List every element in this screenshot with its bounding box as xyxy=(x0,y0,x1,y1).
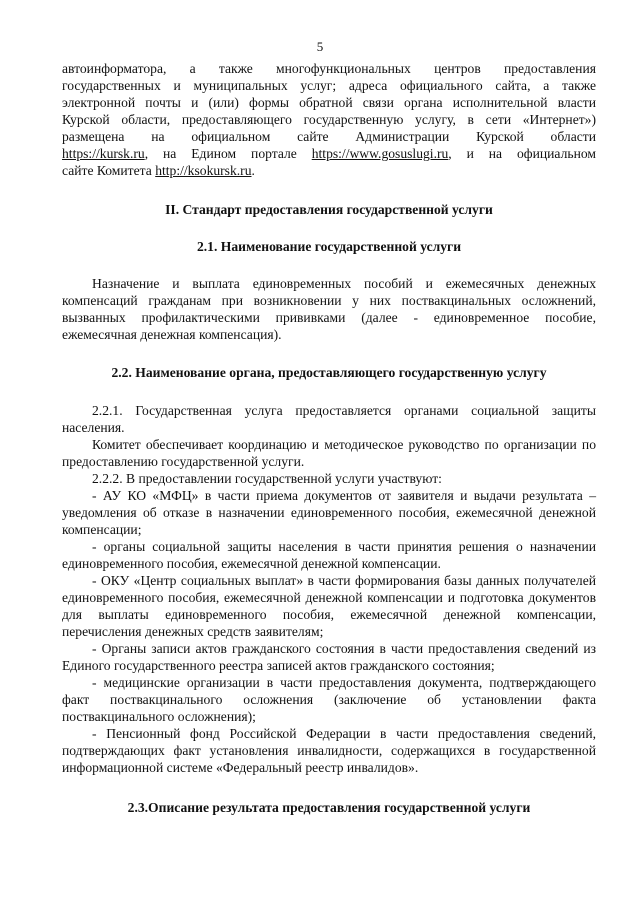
section-2-2-title: 2.2. Наименование органа, предоставляющего государственную услугу xyxy=(111,365,547,380)
intro-text-after-3: . xyxy=(251,163,255,178)
intro-line-3: электронной почты и (или) формы обратной связи органа исполнительной власти xyxy=(62,95,596,110)
intro-line-4: Курской области, предоставляющего государственную услугу, в сети «Интернет») xyxy=(62,112,596,127)
section-2-1-title: 2.1. Наименование государственной услуги xyxy=(196,239,462,254)
intro-line-2: государственных и муниципальных услуг; адреса официального сайта, а также xyxy=(62,78,596,93)
list-item: - ОКУ «Центр социальных выплат» в части формирования базы данных получателей единовременного пособия, ежемесячной денежной компенсации и подготовка документов для выплаты единовременного пособия, ежемесячной денежной компенсации, перечисления денежных средств заявителям; xyxy=(62,573,596,639)
link-gosuslugi[interactable]: https://www.gosuslugi.ru xyxy=(311,146,449,161)
intro-text-between-2: , и на официальном xyxy=(448,146,596,161)
section-2-1-body: Назначение и выплата единовременных пособий и ежемесячных денежных компенсаций гражданам при возникновении у них поствакцинальных осложнений, вызванных профилактическими прививками (далее - единовременное пособие, ежемесячная денежная компенсация). xyxy=(62,276,596,342)
link-ksokursk[interactable]: http://ksokursk.ru xyxy=(155,163,252,178)
document-body xyxy=(62,60,596,816)
page-number: 5 xyxy=(316,39,324,54)
intro-text-between-1: , на Едином портале xyxy=(144,146,312,161)
intro-line-6 xyxy=(62,145,596,162)
link-kursk[interactable]: https://kursk.ru xyxy=(62,146,145,161)
list-item: - органы социальной защиты населения в части принятия решения о назначении единовременного пособия, ежемесячной денежной компенсации. xyxy=(62,539,596,571)
intro-line-1: автоинформатора, а также многофункциональных центров предоставления xyxy=(62,61,596,76)
list-item: - медицинские организации в части предоставления документа, подтверждающего факт поствакцинального осложнения (заключение об установлении факта поствакцинального осложнения); xyxy=(62,675,596,724)
intro-text-before-3: сайте Комитета xyxy=(62,163,156,178)
intro-line-7 xyxy=(62,162,596,179)
list-item: - Пенсионный фонд Российской Федерации в части предоставления сведений, подтверждающих факт установления инвалидности, содержащихся в государственной информационной системе «Федеральный реестр инвалидов». xyxy=(62,726,596,775)
list-item: - АУ КО «МФЦ» в части приема документов от заявителя и выдачи результата – уведомления об отказе в назначении единовременного пособия, ежемесячной денежной компенсации; xyxy=(62,488,596,537)
list-item: - Органы записи актов гражданского состояния в части предоставления сведений из Единого государственного реестра записей актов гражданского состояния; xyxy=(62,641,596,673)
section-2-2-1: 2.2.1. Государственная услуга предоставляется органами социальной защиты населения. xyxy=(62,403,596,435)
section-2-3-title: 2.3.Описание результата предоставления государственной услуги xyxy=(127,800,531,815)
intro-line-5: размещена на официальном сайте Администрации Курской области xyxy=(62,129,596,144)
section-2-2-2: 2.2.2. В предоставлении государственной услуги участвуют: xyxy=(92,471,442,486)
section-2-title: II. Стандарт предоставления государственной услуги xyxy=(165,202,493,217)
section-2-2-committee: Комитет обеспечивает координацию и методическое руководство по организации по предоставлению государственной услуги. xyxy=(62,437,596,469)
